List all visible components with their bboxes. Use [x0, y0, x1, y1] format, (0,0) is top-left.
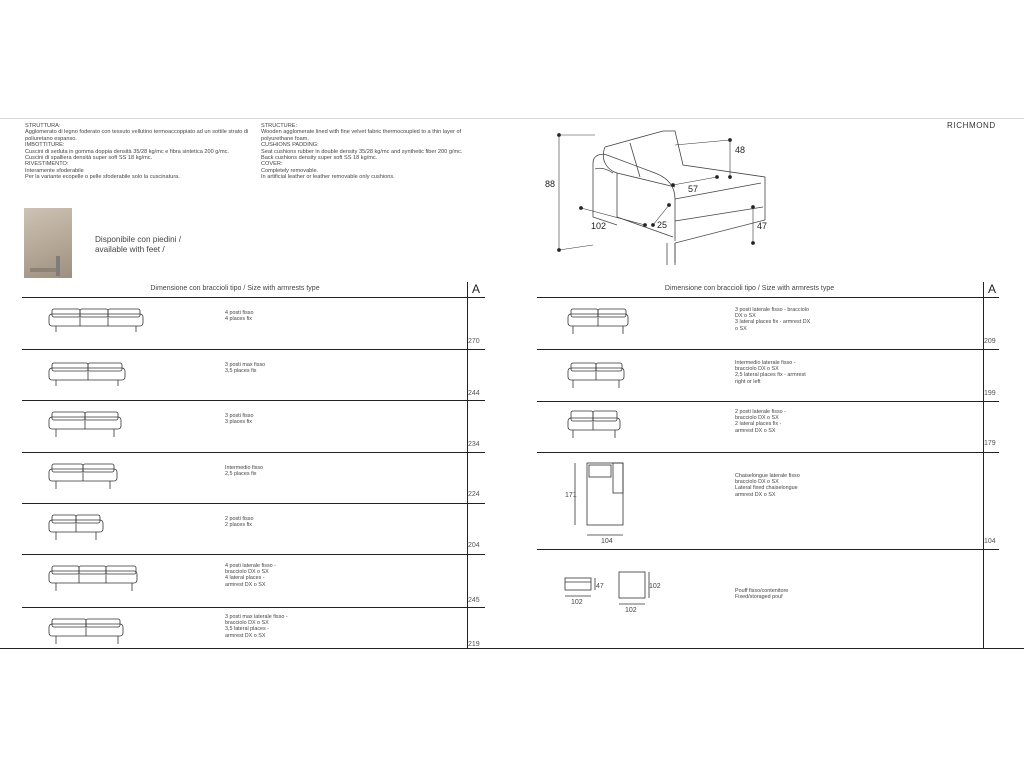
sofa-2-seat-icon: [48, 514, 106, 546]
spec-line: CUSHIONS PADDING:: [261, 142, 319, 149]
table-row: [22, 504, 485, 555]
spec-line: STRUCTURE:: [261, 123, 298, 129]
spec-line: Interamente sfoderabile: [25, 167, 84, 174]
spec-line: Back cushions density super soft SS 18 kg/mc.: [261, 155, 378, 162]
sofa-2-5-seat-icon: [48, 463, 120, 495]
row-description: [225, 563, 276, 588]
desc-line: armrest DX o SX: [225, 632, 266, 639]
dim-armrest: 25: [657, 220, 668, 230]
pouf-width: 102: [571, 599, 583, 606]
pouf-height: 47: [596, 583, 604, 590]
table-row: [537, 298, 999, 350]
desc-line: 4 lateral places -: [225, 575, 265, 582]
spec-line: Seat cushions rubber in double density 35/28 kg/mc and synthetic fiber 200 g/mc.: [261, 148, 463, 155]
row-description: [735, 307, 810, 332]
table-row: [537, 453, 999, 550]
chaiselongue-icon: [563, 459, 627, 545]
row-length: 219: [468, 641, 480, 648]
desc-line: 3,5 places fix: [225, 368, 257, 375]
spec-english: [261, 123, 489, 181]
desc-line: Intermedio laterale fisso -: [735, 360, 796, 366]
desc-line: bracciolo DX o SX: [735, 366, 779, 373]
table-row: [22, 453, 485, 504]
table-row: [22, 350, 485, 401]
table-row: [22, 401, 485, 453]
desc-line: 2 posti laterale fisso -: [735, 409, 786, 415]
spec-line: Per la variante ecopelle o pelle sfoderabile solo la cuscinatura.: [25, 174, 180, 181]
table-header: [22, 282, 485, 298]
desc-line: 2 posti fisso: [225, 516, 254, 522]
row-description: [225, 310, 253, 322]
column-a-header: A: [983, 282, 996, 297]
chaise-height: 171: [565, 492, 577, 499]
table-row: [22, 555, 485, 608]
dim-height: 88: [545, 179, 556, 189]
spec-line: IMBOTTITURE:: [25, 142, 65, 149]
row-length: 224: [468, 491, 480, 498]
sofa-2-5-seat-lateral-icon: [567, 362, 627, 394]
row-description: [225, 614, 288, 639]
spec-italian: [25, 123, 253, 181]
dim-depth: 102: [591, 221, 607, 231]
table-row: [537, 350, 999, 402]
feet-note: [95, 235, 181, 255]
sofa-4-seat-icon: [48, 308, 144, 338]
table-row: [22, 298, 485, 350]
row-length: 204: [468, 542, 480, 549]
armrest-size-table-left: [22, 282, 485, 649]
desc-line: bracciolo DX o SX: [225, 620, 269, 627]
table-title: Dimensione con braccioli tipo / Size with armrests type: [664, 285, 835, 292]
desc-line: o SX: [735, 325, 747, 332]
row-length: 209: [984, 338, 996, 345]
feet-note-it: Disponibile con piedini /: [95, 235, 182, 244]
desc-line: 3 posti laterale fisso - bracciolo: [735, 307, 810, 313]
desc-line: 3 posti fisso: [225, 413, 254, 419]
desc-line: 3 lateral places fix - armrest DX: [735, 319, 811, 326]
spec-line: COVER:: [261, 161, 283, 168]
spec-line: In artificial leather or leather removable only cushions.: [261, 174, 395, 181]
chaise-width: 104: [601, 538, 613, 545]
desc-line: 2 places fix: [225, 522, 252, 529]
row-length: 245: [468, 597, 480, 604]
desc-line: Fixed/storaged pouf: [735, 594, 783, 601]
sofa-dimension-drawing: [545, 125, 785, 265]
feet-note-en: available with feet /: [95, 245, 165, 254]
desc-line: 3 posti max laterale fisso -: [225, 614, 288, 620]
desc-line: 4 posti fisso: [225, 310, 254, 316]
sofa-2-seat-lateral-icon: [567, 410, 623, 444]
row-description: [225, 413, 253, 425]
desc-line: armrest DX o SX: [225, 581, 266, 588]
desc-line: 2,5 lateral places fix - armrest: [735, 372, 806, 379]
table-header: [537, 282, 999, 298]
bottom-rule: [0, 648, 1024, 649]
row-description: [225, 465, 263, 477]
desc-line: Intermedio fisso: [225, 465, 264, 471]
desc-line: 4 places fix: [225, 316, 252, 323]
fabric-feet-photo: [24, 208, 72, 278]
spec-line: Cuscini di seduta in gomma doppia densità 35/28 kg/mc e fibra sintetica 200 g/mc.: [25, 148, 229, 155]
row-length: 104: [984, 538, 996, 545]
sofa-3-5-seat-lateral-icon: [48, 618, 126, 648]
table-row: [22, 608, 485, 648]
row-description: [735, 360, 806, 385]
row-description: [225, 362, 265, 374]
spec-line: Cuscini di spalliera densità super soft SS 18 kg/mc.: [25, 155, 153, 162]
desc-line: bracciolo DX o SX: [735, 479, 779, 486]
desc-line: 3 posti max fisso: [225, 362, 266, 368]
desc-line: 3,5 lateral places -: [225, 626, 270, 633]
desc-line: 2,5 places fix: [225, 471, 257, 478]
sofa-3-seat-icon: [48, 411, 124, 443]
row-description: [225, 516, 253, 528]
spec-line: Agglomerato di legno foderato con tessuto vellutino termoaccoppiato ad un sottile strato di poliuretano espanso.: [25, 129, 249, 142]
desc-line: bracciolo DX o SX: [225, 569, 269, 576]
spec-line: Completely removable.: [261, 167, 319, 174]
sofa-3-5-seat-icon: [48, 362, 128, 392]
desc-line: armrest DX o SX: [735, 491, 776, 498]
dim-seat-height: 47: [757, 221, 768, 231]
desc-line: Pouff fisso/contenitore: [735, 588, 789, 594]
sofa-4-seat-lateral-icon: [48, 565, 140, 597]
row-length: 234: [468, 441, 480, 448]
table-row: [537, 550, 999, 648]
storage-pouf-width: 102: [625, 607, 637, 614]
row-description: [735, 588, 788, 600]
row-length: 244: [468, 390, 480, 397]
spec-line: Wooden agglomerate lined with fine velvet fabric thermocoupled to a thin layer of polyurethane foam.: [261, 129, 462, 142]
dim-seat-depth: 57: [688, 184, 699, 194]
desc-line: Chaiselongue laterale fisso: [735, 473, 800, 479]
desc-line: DX o SX: [735, 313, 756, 320]
desc-line: 2 lateral places fix -: [735, 421, 782, 428]
row-description: [735, 473, 800, 498]
storage-pouf-height: 102: [649, 583, 661, 590]
desc-line: 4 posti laterale fisso -: [225, 563, 276, 569]
pouf-icons: [561, 570, 661, 614]
row-length: 270: [468, 338, 480, 345]
dim-back-height: 48: [735, 145, 746, 155]
desc-line: 3 places fix: [225, 419, 252, 426]
row-description: [735, 409, 786, 434]
row-length: 199: [984, 390, 996, 397]
brand-name: RICHMOND: [947, 121, 996, 130]
sofa-3-seat-lateral-icon: [567, 308, 631, 340]
row-length: 179: [984, 440, 996, 447]
desc-line: armrest DX o SX: [735, 427, 776, 434]
desc-line: right or left: [735, 378, 761, 385]
desc-line: Lateral fixed chaiselongue: [735, 485, 798, 492]
column-a-header: A: [467, 282, 480, 297]
spec-line: RIVESTIMENTO:: [25, 161, 69, 168]
spec-line: STRUTTURA:: [25, 123, 61, 129]
table-title: Dimensione con braccioli tipo / Size with armrests type: [150, 285, 320, 292]
top-rule: [0, 118, 1024, 119]
desc-line: bracciolo DX o SX: [735, 415, 779, 422]
table-row: [537, 402, 999, 453]
armrest-size-table-right: [537, 282, 999, 649]
